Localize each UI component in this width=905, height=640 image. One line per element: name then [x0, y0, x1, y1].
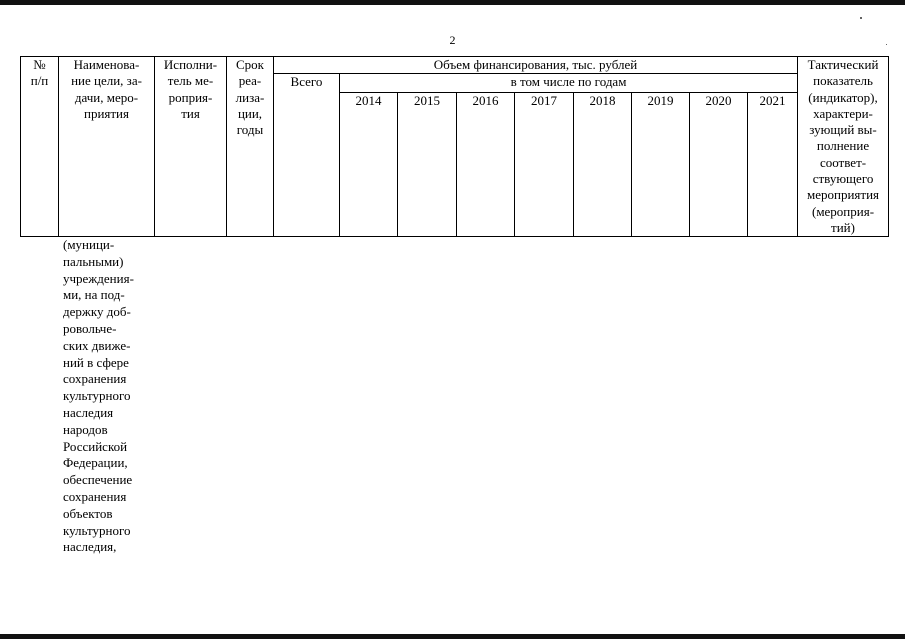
text-line: культурного — [63, 388, 131, 404]
continuation-text — [63, 237, 151, 556]
text-line: ний в сфере — [63, 354, 129, 370]
page-number: 2 — [449, 33, 456, 47]
scan-speck — [860, 17, 862, 19]
scan-top-border — [0, 0, 905, 5]
funding-header: Объем финансирования, тыс. рублей — [274, 57, 798, 74]
text-line: наследия — [63, 404, 114, 420]
text-line: учреждения- — [63, 270, 134, 286]
scan-bottom-border — [0, 634, 905, 639]
text-line: Федерации, — [63, 455, 128, 471]
year-header: 2016 — [457, 93, 515, 237]
by-years-header: в том числе по годам — [340, 74, 798, 93]
text-line: объектов — [63, 505, 113, 521]
column-indicator-header: Тактический показатель (индикатор), характери- зующий вы- полнение соответ- ствующего мероприятия (мероприя- тий) — [798, 57, 889, 237]
text-line: (муници- — [63, 237, 115, 252]
text-line: культурного — [63, 522, 131, 538]
year-header: 2018 — [574, 93, 632, 237]
text-line: держку доб- — [63, 304, 131, 320]
text-line: пальными) — [63, 253, 124, 269]
column-number-header: № п/п — [21, 57, 59, 237]
column-name-header: Наименова- ние цели, за- дачи, меро- приятия — [59, 57, 155, 237]
funding-table-header — [20, 56, 889, 237]
text-line: наследия, — [63, 539, 117, 555]
text-line: сохранения — [63, 371, 127, 387]
text-line: сохранения — [63, 488, 127, 504]
year-header: 2014 — [340, 93, 398, 237]
year-header: 2019 — [632, 93, 690, 237]
text-line: народов — [63, 421, 108, 437]
total-header: Всего — [274, 74, 340, 237]
text-line: ровольче- — [63, 320, 117, 336]
text-line: обеспечение — [63, 472, 133, 488]
column-executor-header: Исполни- тель ме- роприя- тия — [155, 57, 227, 237]
column-term-header: Срок реа- лиза- ции, годы — [227, 57, 274, 237]
year-header: 2015 — [398, 93, 457, 237]
text-line: Российской — [63, 438, 128, 454]
year-header: 2021 — [748, 93, 798, 237]
year-header: 2020 — [690, 93, 748, 237]
text-line: ми, на под- — [63, 287, 125, 303]
year-header: 2017 — [515, 93, 574, 237]
text-line: ских движе- — [63, 337, 131, 353]
